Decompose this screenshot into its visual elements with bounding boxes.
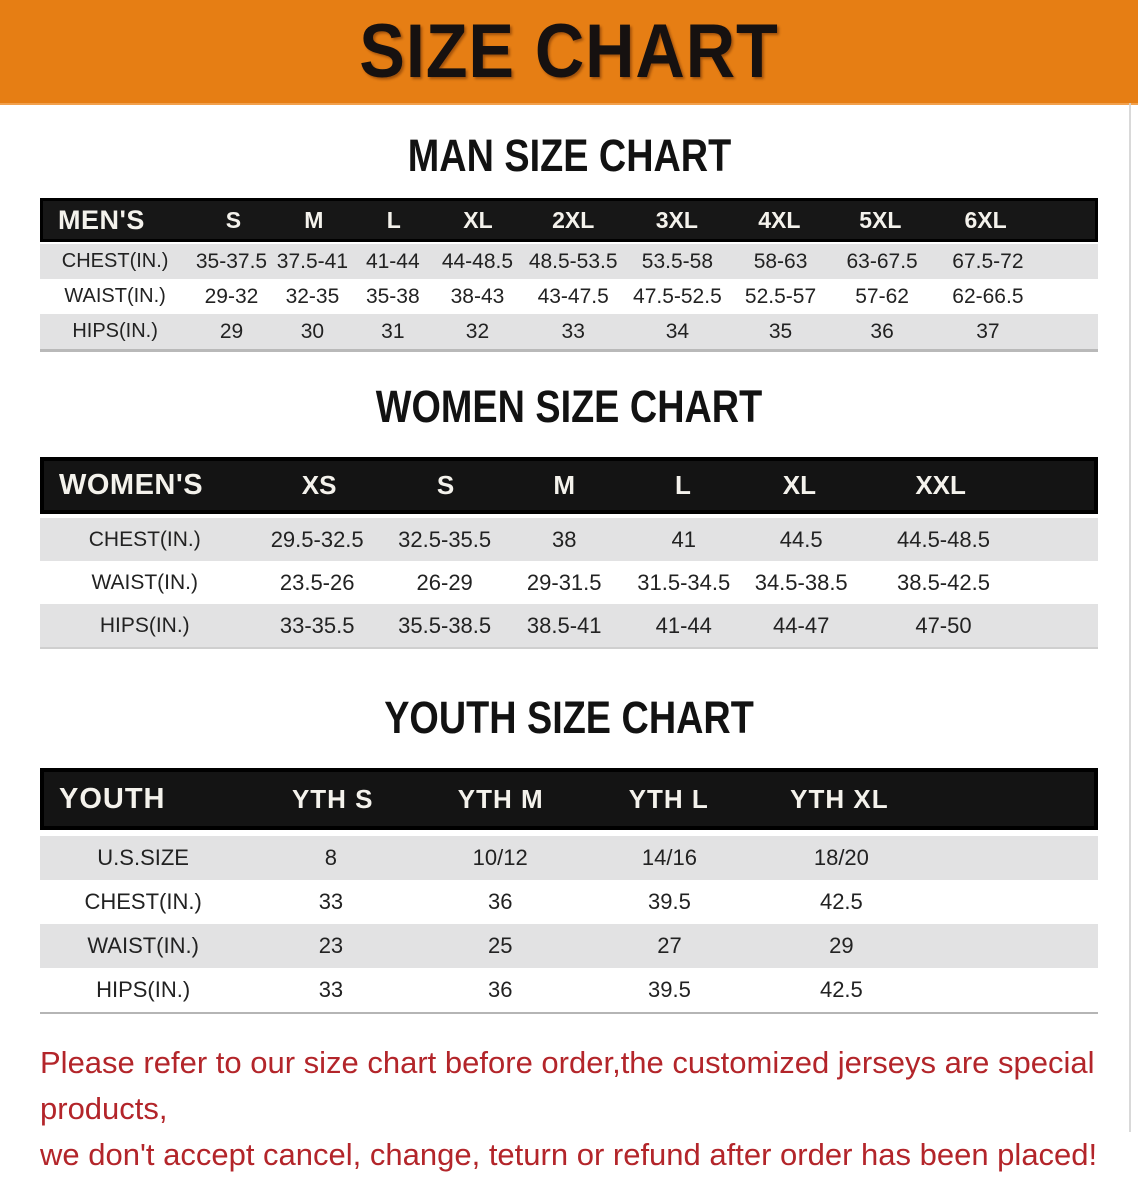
size-value-cell: 35.5-38.5	[398, 612, 492, 638]
size-value-cell: 44.5	[779, 526, 823, 552]
size-column-header: M	[553, 470, 576, 500]
table-header-row	[40, 768, 1098, 830]
banner	[0, 0, 1138, 105]
size-value-cell: 38.5-41	[526, 612, 602, 638]
measurement-row	[40, 924, 1098, 968]
size-value-cell: 52.5-57	[744, 284, 817, 308]
row-label: CHEST(IN.)	[61, 250, 169, 272]
size-column-header: YTH S	[291, 783, 374, 814]
size-value-cell: 14/16	[641, 845, 697, 870]
row-label: U.S.SIZE	[97, 845, 189, 870]
size-value-cell: 38.5-42.5	[896, 569, 990, 595]
size-value-cell: 33	[318, 889, 344, 914]
size-value-cell: 36	[487, 977, 513, 1002]
row-label: WAIST(IN.)	[64, 285, 166, 307]
disclaimer-line-1: Please refer to our size chart before order,the customized jerseys are special products,	[40, 1045, 1095, 1126]
size-value-cell: 8	[324, 845, 338, 870]
row-label: HIPS(IN.)	[99, 613, 190, 637]
size-value-cell: 29	[829, 933, 854, 958]
table-header-row	[40, 198, 1098, 242]
size-value-cell: 26-29	[416, 569, 473, 595]
size-column-header: XS	[301, 470, 337, 500]
measurement-row	[40, 880, 1098, 924]
size-column-header: 5XL	[859, 206, 902, 233]
page-title: SIZE CHART	[359, 9, 779, 94]
measurement-row	[40, 518, 1098, 561]
womens-size-table	[40, 457, 1098, 649]
size-value-cell: 27	[657, 933, 682, 958]
size-column-header: XL	[463, 206, 493, 233]
size-value-cell: 63-67.5	[846, 249, 918, 273]
size-column-header: S	[225, 206, 242, 233]
size-value-cell: 32	[465, 319, 490, 343]
size-value-cell: 25	[487, 933, 513, 958]
row-label: CHEST(IN.)	[84, 889, 202, 914]
measurement-row	[40, 561, 1098, 604]
size-value-cell: 29.5-32.5	[270, 526, 364, 552]
youth-size-table	[40, 768, 1098, 1014]
size-value-cell: 37	[976, 319, 1000, 343]
size-value-cell: 35-37.5	[195, 249, 268, 273]
size-column-header: L	[386, 206, 401, 233]
size-column-header: 2XL	[552, 206, 595, 233]
size-value-cell: 33	[561, 319, 585, 343]
size-value-cell: 33	[318, 977, 344, 1002]
size-value-cell: 10/12	[472, 845, 528, 870]
measurement-row	[40, 314, 1098, 349]
size-value-cell: 23	[318, 933, 344, 958]
size-value-cell: 58-63	[753, 249, 808, 273]
size-value-cell: 35	[768, 319, 793, 343]
row-label: WAIST(IN.)	[87, 933, 199, 958]
row-label: CHEST(IN.)	[88, 527, 201, 551]
size-column-header: YTH XL	[790, 783, 889, 814]
size-value-cell: 44-47	[773, 612, 830, 638]
size-value-cell: 48.5-53.5	[528, 249, 618, 273]
size-value-cell: 34.5-38.5	[754, 569, 848, 595]
disclaimer-line-2: we don't accept cancel, change, teturn or refund after order has been placed!	[40, 1137, 1098, 1172]
size-value-cell: 57-62	[855, 284, 909, 308]
size-value-cell: 37.5-41	[276, 249, 349, 273]
youth-section-heading	[0, 693, 1138, 743]
measurement-row	[40, 279, 1098, 314]
measurement-row	[40, 836, 1098, 880]
size-column-header: M	[304, 206, 324, 233]
size-value-cell: 43-47.5	[537, 284, 609, 308]
size-column-header: XL	[782, 470, 817, 500]
size-value-cell: 33-35.5	[279, 612, 355, 638]
table-group-label: WOMEN'S	[59, 469, 204, 501]
size-value-cell: 34	[665, 319, 690, 343]
size-value-cell: 32-35	[285, 284, 340, 308]
size-value-cell: 42.5	[819, 977, 863, 1002]
size-value-cell: 38	[551, 526, 577, 552]
size-value-cell: 29-32	[204, 284, 259, 308]
size-value-cell: 41-44	[365, 249, 420, 273]
size-value-cell: 35-38	[365, 284, 420, 308]
size-value-cell: 36	[487, 889, 513, 914]
size-column-header: 4XL	[758, 206, 801, 233]
size-value-cell: 44-48.5	[441, 249, 514, 273]
size-value-cell: 30	[300, 319, 325, 343]
mens-size-table	[40, 198, 1098, 352]
man-section-heading	[0, 131, 1138, 181]
size-value-cell: 36	[870, 319, 894, 343]
size-value-cell: 62-66.5	[952, 284, 1024, 308]
size-value-cell: 31	[381, 319, 405, 343]
row-label: WAIST(IN.)	[91, 570, 198, 594]
youth-section-heading-text: YOUTH SIZE CHART	[384, 692, 754, 743]
size-column-header: S	[436, 470, 455, 500]
size-value-cell: 18/20	[813, 845, 869, 870]
size-value-cell: 23.5-26	[279, 569, 355, 595]
size-value-cell: 44.5-48.5	[896, 526, 990, 552]
measurement-row	[40, 604, 1098, 647]
size-value-cell: 42.5	[819, 889, 863, 914]
women-section-heading	[0, 382, 1138, 432]
size-column-header: L	[674, 470, 691, 500]
size-column-header: 3XL	[655, 206, 698, 233]
size-column-header: XXL	[915, 470, 966, 500]
size-value-cell: 47-50	[915, 612, 972, 638]
size-value-cell: 32.5-35.5	[398, 526, 492, 552]
size-column-header: YTH M	[457, 783, 544, 814]
disclaimer-note	[40, 1040, 1138, 1178]
size-value-cell: 41	[671, 526, 696, 552]
man-section-heading-text: MAN SIZE CHART	[407, 130, 731, 181]
women-section-heading-text: WOMEN SIZE CHART	[375, 381, 763, 432]
size-column-header: YTH L	[628, 783, 709, 814]
size-value-cell: 38-43	[450, 284, 505, 308]
size-value-cell: 53.5-58	[641, 249, 714, 273]
size-column-header: 6XL	[964, 206, 1007, 233]
size-value-cell: 39.5	[648, 977, 691, 1002]
table-group-label: MEN'S	[58, 204, 145, 235]
row-label: HIPS(IN.)	[72, 320, 158, 342]
measurement-row	[40, 244, 1098, 279]
size-value-cell: 47.5-52.5	[633, 284, 722, 308]
size-value-cell: 31.5-34.5	[637, 569, 731, 595]
size-value-cell: 29	[219, 319, 244, 343]
row-label: HIPS(IN.)	[96, 977, 191, 1002]
measurement-row	[40, 968, 1098, 1012]
table-header-row	[40, 457, 1098, 514]
size-value-cell: 41-44	[655, 612, 712, 638]
size-value-cell: 67.5-72	[952, 249, 1024, 273]
size-value-cell: 39.5	[648, 889, 691, 914]
size-value-cell: 29-31.5	[526, 569, 602, 595]
table-group-label: YOUTH	[59, 782, 166, 815]
scan-artifact-line	[1129, 103, 1131, 1132]
